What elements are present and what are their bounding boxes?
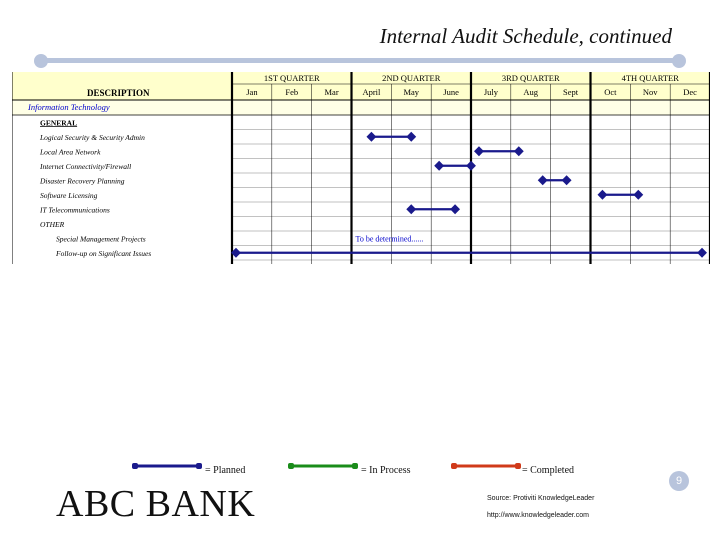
legend-in-process-swatch	[288, 461, 358, 471]
row-label: OTHER	[40, 219, 65, 229]
legend-completed-swatch	[451, 461, 521, 471]
row-label: Disaster Recovery Planning	[40, 176, 125, 186]
gantt-bar-marker	[598, 190, 608, 200]
row-label: Follow-up on Significant Issues	[56, 248, 152, 258]
gantt-bar-marker	[514, 146, 524, 156]
row-label: IT Telecommunications	[40, 205, 110, 215]
quarter-header: 1ST QUARTER	[263, 73, 320, 83]
gantt-bar-marker	[406, 132, 416, 142]
rule-dot-left	[34, 54, 48, 68]
source-url: http://www.knowledgeleader.com	[487, 512, 589, 519]
month-header: Feb	[285, 87, 299, 97]
source-text: Source: Protiviti KnowledgeLeader	[487, 495, 595, 502]
gantt-bar-marker	[366, 132, 376, 142]
row-label: GENERAL	[40, 118, 78, 128]
gantt-bar-marker	[697, 248, 707, 258]
gantt-bar-marker	[562, 175, 572, 185]
gantt-bar-marker	[474, 146, 484, 156]
month-header: Aug	[523, 87, 539, 97]
month-header: Nov	[642, 87, 658, 97]
legend-in-process-label: = In Process	[361, 465, 411, 476]
month-header: July	[483, 87, 499, 97]
row-label: Internet Connectivity/Firewall	[40, 161, 132, 171]
row-label: Software Licensing	[40, 190, 98, 200]
gantt-bar-marker	[466, 161, 476, 171]
quarter-header: 4TH QUARTER	[621, 73, 679, 83]
month-header: Jan	[246, 87, 258, 97]
legend-completed-label: = Completed	[522, 465, 575, 476]
month-header: Mar	[324, 87, 339, 97]
gantt-bar-marker	[538, 175, 548, 185]
gantt-bar-marker	[434, 161, 444, 171]
gantt-bar-marker	[633, 190, 643, 200]
month-header: Sept	[563, 87, 579, 97]
abc-bank-logo: ABC BANK	[56, 483, 256, 525]
legend-planned-swatch	[132, 461, 202, 471]
slide-title: Internal Audit Schedule, continued	[379, 24, 672, 48]
page-number: 9	[669, 471, 689, 491]
description-header: DESCRIPTION	[87, 88, 150, 98]
quarter-header: 3RD QUARTER	[501, 73, 560, 83]
month-header: June	[443, 87, 459, 97]
month-header: Dec	[683, 87, 697, 97]
gantt-bar-marker	[450, 204, 460, 214]
title-rule	[42, 58, 678, 63]
row-label: Special Management Projects	[56, 234, 146, 244]
to-be-determined-note: To be determined......	[355, 234, 424, 244]
quarter-header: 2ND QUARTER	[382, 73, 441, 83]
audit-schedule-table	[12, 72, 710, 264]
month-header: Oct	[604, 87, 617, 97]
section-title: Information Technology	[28, 102, 110, 112]
month-header: April	[362, 87, 381, 97]
row-label: Local Area Network	[40, 147, 101, 157]
month-header: May	[403, 87, 420, 97]
rule-dot-right	[672, 54, 686, 68]
legend-planned-label: = Planned	[205, 465, 246, 476]
section-band	[12, 100, 710, 115]
gantt-bar-marker	[406, 204, 416, 214]
row-label: Logical Security & Security Admin	[40, 132, 145, 142]
